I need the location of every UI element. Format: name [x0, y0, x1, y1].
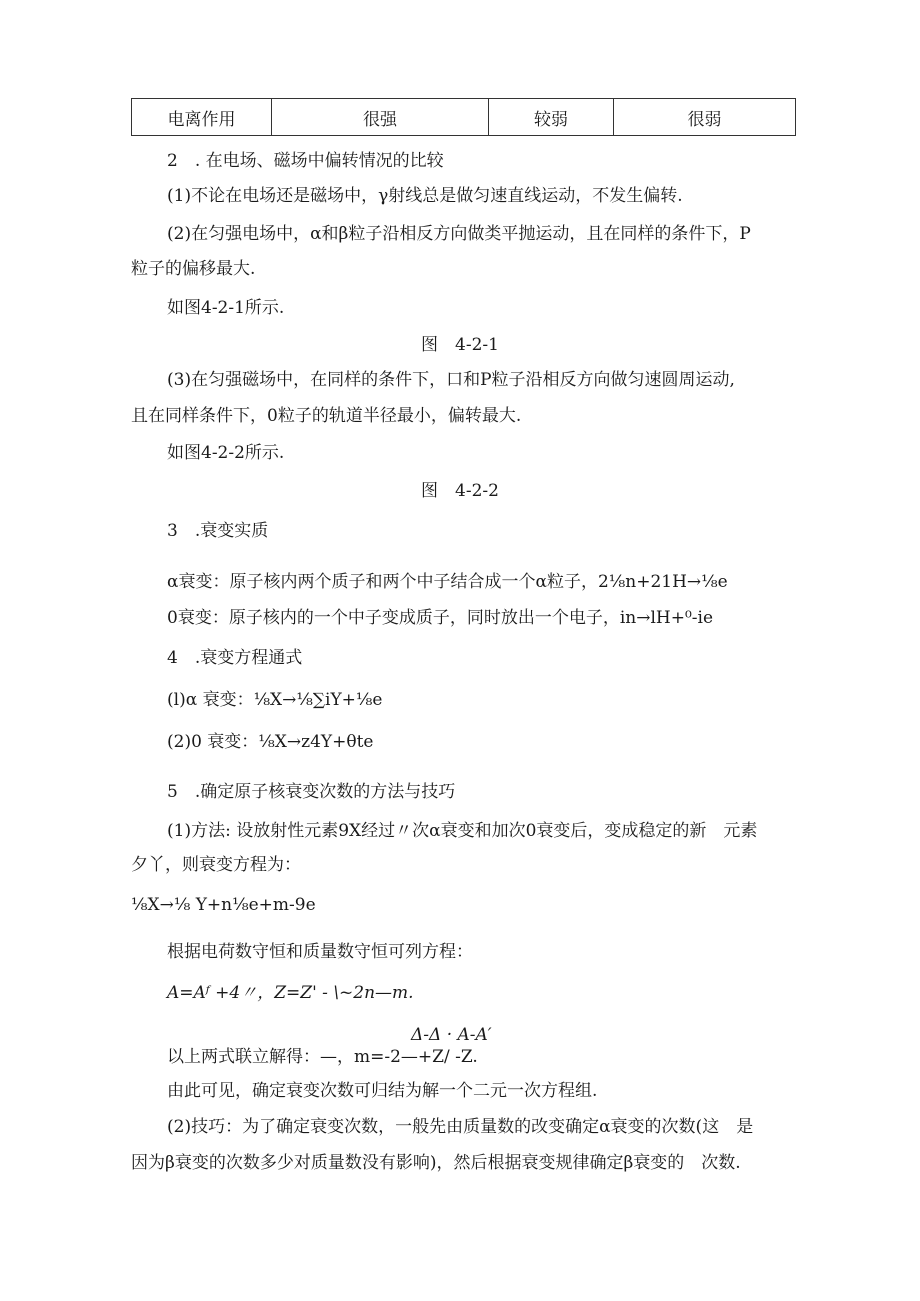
paragraph-line: 以上两式联立解得：—，m=-2—+Z/ -Z.: [167, 1047, 478, 1067]
paragraph-line: (2)在匀强电场中，α和β粒子沿相反方向做类平抛运动，且在同样的条件下，P: [167, 224, 751, 244]
formula-fraction: Δ-Δ · A-A′: [411, 1025, 492, 1045]
paragraph-line: 如图4-2-1所示.: [167, 298, 285, 318]
table-cell: 很强: [272, 99, 489, 136]
paragraph-line: 0衰变：原子核内的一个中子变成质子，同时放出一个电子，in→lH+⁰-ie: [167, 608, 714, 628]
table-cell: 较弱: [489, 99, 614, 136]
section-heading: 4 .衰变方程通式: [167, 648, 303, 668]
table-row: [132, 99, 796, 136]
table-cell: 很弱: [614, 99, 796, 136]
paragraph-line: 夕丫，则衰变方程为：: [131, 855, 301, 875]
section-heading: 3 .衰变实质: [167, 521, 269, 541]
formula-line: (2)0 衰变：⅛X→z4Y+θte: [167, 732, 374, 752]
paragraph-line: (3)在匀强磁场中，在同样的条件下，口和P粒子沿相反方向做匀速圆周运动,: [167, 370, 735, 390]
paragraph-line: 因为β衰变的次数多少对质量数没有影响)，然后根据衰变规律确定β衰变的 次数.: [131, 1153, 741, 1173]
paragraph-line: 如图4-2-2所示.: [167, 443, 285, 463]
paragraph-line: (1)方法: 设放射性元素9X经过〃次α衰变和加次0衰变后，变成稳定的新 元素: [167, 821, 758, 841]
figure-caption: 图 4-2-1: [421, 335, 499, 355]
section-heading: 2 . 在电场、磁场中偏转情况的比较: [167, 151, 444, 171]
paragraph-line: (2)技巧：为了确定衰变次数，一般先由质量数的改变确定α衰变的次数(这 是: [167, 1117, 754, 1137]
paragraph-line: 粒子的偏移最大.: [131, 259, 256, 279]
paragraph-line: 根据电荷数守恒和质量数守恒可列方程：: [167, 942, 473, 962]
formula-line: (l)α 衰变：⅛X→⅛∑iY+⅛e: [167, 690, 383, 710]
paragraph-line: 由此可见，确定衰变次数可归结为解一个二元一次方程组.: [167, 1081, 598, 1101]
ionization-table: [131, 98, 796, 136]
formula-line: ⅛X→⅛ Y+n⅛e+m-9e: [131, 895, 316, 915]
section-heading: 5 .确定原子核衰变次数的方法与技巧: [167, 782, 456, 802]
table-cell: 电离作用: [132, 99, 272, 136]
paragraph-line: 且在同样条件下，0粒子的轨道半径最小，偏转最大.: [131, 406, 522, 426]
paragraph-line: (1)不论在电场还是磁场中，γ射线总是做匀速直线运动，不发生偏转.: [167, 186, 683, 206]
formula-line: A=Aᶠ +4〃，Z=Z' - \~2n—m.: [167, 983, 414, 1003]
paragraph-line: α衰变：原子核内两个质子和两个中子结合成一个α粒子，2⅛n+21H→⅛e: [167, 572, 728, 592]
figure-caption: 图 4-2-2: [421, 481, 499, 501]
